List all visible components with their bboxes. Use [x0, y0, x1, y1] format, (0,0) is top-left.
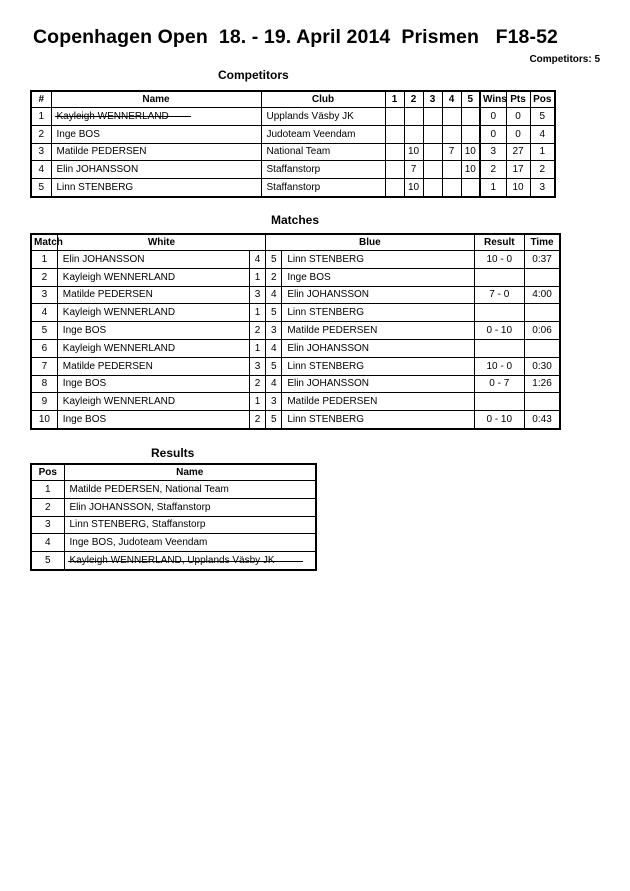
competitor-points: 10 [506, 179, 530, 197]
white-competitor: Matilde PEDERSEN [57, 357, 249, 375]
competitor-row [31, 179, 555, 197]
result-name: Linn STENBERG, Staffanstorp [64, 516, 316, 534]
score-vs-5 [461, 108, 480, 126]
blue-competitor: Linn STENBERG [282, 304, 474, 322]
col-header-1: 1 [385, 91, 404, 108]
competitor-number: 3 [31, 143, 51, 161]
match-row [31, 357, 560, 375]
competitor-position: 1 [530, 143, 555, 161]
white-competitor-number: 1 [249, 393, 265, 411]
blue-competitor: Linn STENBERG [282, 357, 474, 375]
result-row [31, 481, 316, 499]
score-vs-4: 7 [442, 143, 461, 161]
score-vs-3 [423, 125, 442, 143]
result-name: Matilde PEDERSEN, National Team [64, 481, 316, 499]
result-row [31, 498, 316, 516]
score-vs-1 [385, 125, 404, 143]
competitor-row [31, 108, 555, 126]
match-time [525, 339, 560, 357]
col-header-time: Time [525, 234, 560, 251]
competitor-wins: 2 [480, 161, 506, 179]
white-competitor-number: 2 [249, 322, 265, 340]
white-competitor: Elin JOHANSSON [57, 251, 249, 269]
competitor-name [51, 108, 261, 126]
score-vs-4 [442, 125, 461, 143]
col-header-pts: Pts [506, 91, 530, 108]
white-competitor-number: 1 [249, 304, 265, 322]
competitor-number: 1 [31, 108, 51, 126]
match-result: 10 - 0 [474, 357, 525, 375]
blue-competitor: Matilde PEDERSEN [282, 322, 474, 340]
match-result: 10 - 0 [474, 251, 525, 269]
blue-competitor: Inge BOS [282, 268, 474, 286]
competitor-points: 0 [506, 125, 530, 143]
competitor-position: 4 [530, 125, 555, 143]
match-number: 9 [31, 393, 57, 411]
match-result: 0 - 7 [474, 375, 525, 393]
match-number: 5 [31, 322, 57, 340]
result-position: 3 [31, 516, 64, 534]
blue-competitor-number: 4 [266, 286, 282, 304]
match-time [525, 304, 560, 322]
col-header-blue: Blue [266, 234, 474, 251]
score-vs-2: 10 [404, 179, 423, 197]
white-competitor-number: 4 [249, 251, 265, 269]
col-header-num: # [31, 91, 51, 108]
blue-competitor-number: 5 [266, 357, 282, 375]
match-row [31, 322, 560, 340]
score-vs-3 [423, 108, 442, 126]
competitors-header-row [31, 91, 555, 108]
blue-competitor-number: 3 [266, 393, 282, 411]
col-header-3: 3 [423, 91, 442, 108]
competitor-club: Judoteam Veendam [261, 125, 385, 143]
withdrawn-strike-text: Kayleigh WENNERLAND, Upplands Väsby JK [69, 555, 275, 567]
result-position: 1 [31, 481, 64, 499]
matches-table [30, 233, 561, 430]
competitor-number: 5 [31, 179, 51, 197]
blue-competitor-number: 5 [266, 304, 282, 322]
competitor-position: 5 [530, 108, 555, 126]
competitor-number: 4 [31, 161, 51, 179]
match-time: 0:43 [525, 411, 560, 429]
score-vs-5 [461, 179, 480, 197]
match-time: 0:30 [525, 357, 560, 375]
results-table [30, 463, 317, 571]
competitor-club: Staffanstorp [261, 179, 385, 197]
score-vs-3 [423, 161, 442, 179]
match-row [31, 304, 560, 322]
score-vs-1 [385, 108, 404, 126]
score-vs-2 [404, 125, 423, 143]
competitor-row [31, 125, 555, 143]
score-vs-2: 7 [404, 161, 423, 179]
white-competitor: Inge BOS [57, 375, 249, 393]
match-time: 4:00 [525, 286, 560, 304]
competitor-position: 2 [530, 161, 555, 179]
col-header-club: Club [261, 91, 385, 108]
score-vs-2: 10 [404, 143, 423, 161]
competitor-row [31, 161, 555, 179]
competitors-table [30, 90, 556, 198]
competitor-position: 3 [530, 179, 555, 197]
matches-section-title: Matches [271, 213, 320, 227]
blue-competitor-number: 5 [266, 411, 282, 429]
result-row [31, 534, 316, 552]
result-position: 2 [31, 498, 64, 516]
blue-competitor: Linn STENBERG [282, 251, 474, 269]
score-vs-1 [385, 161, 404, 179]
score-vs-1 [385, 143, 404, 161]
white-competitor: Kayleigh WENNERLAND [57, 339, 249, 357]
competitor-points: 0 [506, 108, 530, 126]
competitor-number: 2 [31, 125, 51, 143]
col-header-pos: Pos [31, 464, 64, 481]
result-position: 5 [31, 552, 64, 570]
blue-competitor: Elin JOHANSSON [282, 339, 474, 357]
competitors-count: Competitors: 5 [529, 54, 600, 65]
blue-competitor-number: 5 [266, 251, 282, 269]
match-row [31, 286, 560, 304]
match-number: 10 [31, 411, 57, 429]
competitor-wins: 0 [480, 125, 506, 143]
blue-competitor-number: 2 [266, 268, 282, 286]
match-row [31, 268, 560, 286]
competitor-row [31, 143, 555, 161]
match-result [474, 268, 525, 286]
white-competitor: Inge BOS [57, 411, 249, 429]
match-number: 6 [31, 339, 57, 357]
competitor-wins: 3 [480, 143, 506, 161]
white-competitor-number: 3 [249, 357, 265, 375]
match-number: 3 [31, 286, 57, 304]
match-time: 0:06 [525, 322, 560, 340]
match-row [31, 251, 560, 269]
col-header-pos: Pos [530, 91, 555, 108]
result-name: Inge BOS, Judoteam Veendam [64, 534, 316, 552]
blue-competitor: Linn STENBERG [282, 411, 474, 429]
match-row [31, 393, 560, 411]
blue-competitor-number: 3 [266, 322, 282, 340]
white-competitor-number: 2 [249, 411, 265, 429]
competitor-name: Elin JOHANSSON [51, 161, 261, 179]
results-section-title: Results [151, 446, 195, 460]
match-time: 0:37 [525, 251, 560, 269]
results-header-row [31, 464, 316, 481]
white-competitor-number: 1 [249, 268, 265, 286]
result-name [64, 552, 316, 570]
competitor-wins: 1 [480, 179, 506, 197]
match-number: 8 [31, 375, 57, 393]
competitor-name: Linn STENBERG [51, 179, 261, 197]
blue-competitor: Elin JOHANSSON [282, 286, 474, 304]
competitor-name: Matilde PEDERSEN [51, 143, 261, 161]
competitor-wins: 0 [480, 108, 506, 126]
score-vs-5: 10 [461, 161, 480, 179]
match-result: 7 - 0 [474, 286, 525, 304]
score-vs-3 [423, 179, 442, 197]
result-name: Elin JOHANSSON, Staffanstorp [64, 498, 316, 516]
score-vs-5 [461, 125, 480, 143]
match-result: 0 - 10 [474, 411, 525, 429]
competitor-points: 27 [506, 143, 530, 161]
page-title: Copenhagen Open 18. - 19. April 2014 Prismen F18-52 [33, 26, 558, 48]
score-vs-4 [442, 161, 461, 179]
blue-competitor-number: 4 [266, 339, 282, 357]
col-header-result: Result [474, 234, 525, 251]
white-competitor-number: 3 [249, 286, 265, 304]
score-vs-3 [423, 143, 442, 161]
score-vs-4 [442, 179, 461, 197]
match-row [31, 411, 560, 429]
col-header-white: White [57, 234, 265, 251]
match-row [31, 339, 560, 357]
withdrawn-strike-text: Kayleigh WENNERLAND [56, 110, 169, 122]
match-number: 2 [31, 268, 57, 286]
blue-competitor: Elin JOHANSSON [282, 375, 474, 393]
score-vs-5: 10 [461, 143, 480, 161]
result-row [31, 516, 316, 534]
white-competitor: Kayleigh WENNERLAND [57, 268, 249, 286]
col-header-wins: Wins [480, 91, 506, 108]
match-result [474, 393, 525, 411]
match-number: 7 [31, 357, 57, 375]
match-time: 1:26 [525, 375, 560, 393]
white-competitor-number: 1 [249, 339, 265, 357]
match-time [525, 393, 560, 411]
col-header-2: 2 [404, 91, 423, 108]
competitor-club: National Team [261, 143, 385, 161]
match-result [474, 304, 525, 322]
white-competitor: Kayleigh WENNERLAND [57, 393, 249, 411]
competitor-club: Upplands Väsby JK [261, 108, 385, 126]
score-vs-1 [385, 179, 404, 197]
score-vs-2 [404, 108, 423, 126]
match-number: 4 [31, 304, 57, 322]
match-number: 1 [31, 251, 57, 269]
col-header-name: Name [51, 91, 261, 108]
competitor-club: Staffanstorp [261, 161, 385, 179]
col-header-name: Name [64, 464, 316, 481]
white-competitor: Matilde PEDERSEN [57, 286, 249, 304]
result-row [31, 552, 316, 570]
result-position: 4 [31, 534, 64, 552]
competitor-points: 17 [506, 161, 530, 179]
match-row [31, 375, 560, 393]
white-competitor: Kayleigh WENNERLAND [57, 304, 249, 322]
competitor-name: Inge BOS [51, 125, 261, 143]
blue-competitor-number: 4 [266, 375, 282, 393]
matches-header-row [31, 234, 560, 251]
col-header-5: 5 [461, 91, 480, 108]
match-time [525, 268, 560, 286]
col-header-match: Match [31, 234, 57, 251]
score-vs-4 [442, 108, 461, 126]
blue-competitor: Matilde PEDERSEN [282, 393, 474, 411]
white-competitor-number: 2 [249, 375, 265, 393]
white-competitor: Inge BOS [57, 322, 249, 340]
competitors-section-title: Competitors [218, 68, 289, 82]
match-result [474, 339, 525, 357]
col-header-4: 4 [442, 91, 461, 108]
match-result: 0 - 10 [474, 322, 525, 340]
